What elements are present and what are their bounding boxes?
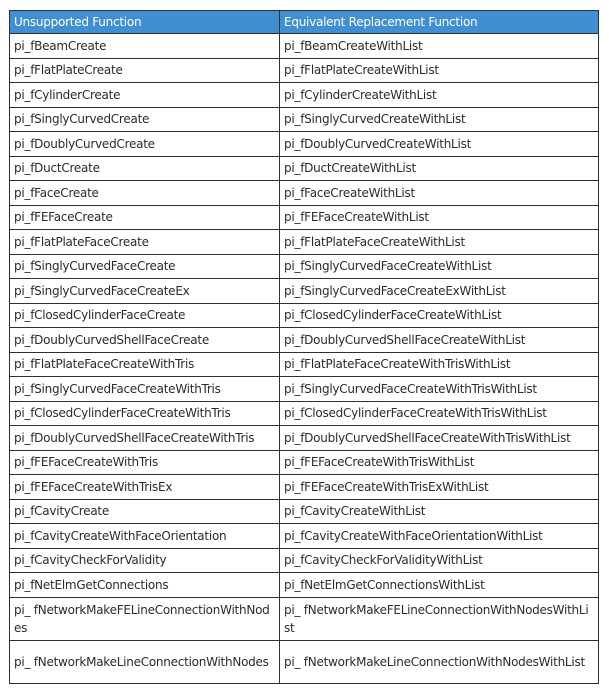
replacement-function-cell: pi_fSinglyCurvedFaceCreateExWithList — [280, 279, 599, 304]
table-row — [10, 426, 599, 451]
table-row — [10, 303, 599, 328]
function-table-container — [9, 10, 598, 684]
table-row — [10, 475, 599, 500]
replacement-function-cell: pi_fDoublyCurvedCreateWithList — [280, 132, 599, 157]
table-row — [10, 156, 599, 181]
table-row — [10, 377, 599, 402]
table-row — [10, 450, 599, 475]
table-row — [10, 205, 599, 230]
replacement-function-cell: pi_fSinglyCurvedFaceCreateWithTrisWithList — [280, 377, 599, 402]
unsupported-function-cell: pi_fFEFaceCreate — [10, 205, 280, 230]
unsupported-function-cell: pi_fSinglyCurvedFaceCreate — [10, 254, 280, 279]
replacement-function-cell: pi_fFlatPlateCreateWithList — [280, 58, 599, 83]
function-replacement-table — [9, 10, 599, 684]
replacement-function-cell: pi_fDoublyCurvedShellFaceCreateWithTrisWithList — [280, 426, 599, 451]
table-row — [10, 132, 599, 157]
unsupported-function-cell: pi_fClosedCylinderFaceCreate — [10, 303, 280, 328]
table-row — [10, 573, 599, 598]
replacement-function-cell: pi_fFlatPlateFaceCreateWithTrisWithList — [280, 352, 599, 377]
unsupported-function-cell: pi_fNetElmGetConnections — [10, 573, 280, 598]
replacement-function-cell: pi_fNetElmGetConnectionsWithList — [280, 573, 599, 598]
table-row — [10, 548, 599, 573]
unsupported-function-cell: pi_fCavityCreateWithFaceOrientation — [10, 524, 280, 549]
unsupported-function-cell: pi_fSinglyCurvedFaceCreateWithTris — [10, 377, 280, 402]
unsupported-function-cell: pi_fCavityCheckForValidity — [10, 548, 280, 573]
table-row — [10, 58, 599, 83]
table-row — [10, 328, 599, 353]
replacement-function-cell: pi_fClosedCylinderFaceCreateWithTrisWithList — [280, 401, 599, 426]
unsupported-function-cell: pi_fFaceCreate — [10, 181, 280, 206]
table-row — [10, 34, 599, 59]
unsupported-function-cell: pi_fFEFaceCreateWithTris — [10, 450, 280, 475]
table-row — [10, 640, 599, 683]
replacement-function-cell: pi_fFEFaceCreateWithTrisWithList — [280, 450, 599, 475]
header-unsupported-function: Unsupported Function — [10, 11, 280, 34]
replacement-function-cell: pi_fSinglyCurvedFaceCreateWithList — [280, 254, 599, 279]
unsupported-function-cell: pi_fClosedCylinderFaceCreateWithTris — [10, 401, 280, 426]
replacement-function-cell: pi_fFaceCreateWithList — [280, 181, 599, 206]
replacement-function-cell: pi_fClosedCylinderFaceCreateWithList — [280, 303, 599, 328]
replacement-function-cell: pi_fDuctCreateWithList — [280, 156, 599, 181]
unsupported-function-cell: pi_fFEFaceCreateWithTrisEx — [10, 475, 280, 500]
table-row — [10, 499, 599, 524]
replacement-function-cell: pi_fFEFaceCreateWithList — [280, 205, 599, 230]
unsupported-function-cell: pi_fSinglyCurvedCreate — [10, 107, 280, 132]
replacement-function-cell: pi_fCavityCreateWithFaceOrientationWithList — [280, 524, 599, 549]
table-row — [10, 107, 599, 132]
unsupported-function-cell: pi_ fNetworkMakeFELineConnectionWithNodes — [10, 597, 280, 640]
replacement-function-cell: pi_fFlatPlateFaceCreateWithList — [280, 230, 599, 255]
unsupported-function-cell: pi_fDoublyCurvedCreate — [10, 132, 280, 157]
unsupported-function-cell: pi_fBeamCreate — [10, 34, 280, 59]
header-equivalent-replacement-function: Equivalent Replacement Function — [280, 11, 599, 34]
unsupported-function-cell: pi_fFlatPlateCreate — [10, 58, 280, 83]
unsupported-function-cell: pi_fCylinderCreate — [10, 83, 280, 108]
table-row — [10, 181, 599, 206]
replacement-function-cell: pi_fCavityCheckForValidityWithList — [280, 548, 599, 573]
table-row — [10, 401, 599, 426]
table-row — [10, 597, 599, 640]
replacement-function-cell: pi_fCavityCreateWithList — [280, 499, 599, 524]
table-row — [10, 279, 599, 304]
unsupported-function-cell: pi_fFlatPlateFaceCreate — [10, 230, 280, 255]
replacement-function-cell: pi_ fNetworkMakeFELineConnectionWithNodesWithList — [280, 597, 599, 640]
unsupported-function-cell: pi_fCavityCreate — [10, 499, 280, 524]
replacement-function-cell: pi_ fNetworkMakeLineConnectionWithNodesWithList — [280, 640, 599, 683]
table-row — [10, 230, 599, 255]
table-row — [10, 254, 599, 279]
replacement-function-cell: pi_fBeamCreateWithList — [280, 34, 599, 59]
unsupported-function-cell: pi_ fNetworkMakeLineConnectionWithNodes — [10, 640, 280, 683]
replacement-function-cell: pi_fSinglyCurvedCreateWithList — [280, 107, 599, 132]
replacement-function-cell: pi_fDoublyCurvedShellFaceCreateWithList — [280, 328, 599, 353]
unsupported-function-cell: pi_fDuctCreate — [10, 156, 280, 181]
replacement-function-cell: pi_fCylinderCreateWithList — [280, 83, 599, 108]
table-row — [10, 352, 599, 377]
table-header-row — [10, 11, 599, 34]
replacement-function-cell: pi_fFEFaceCreateWithTrisExWithList — [280, 475, 599, 500]
table-row — [10, 524, 599, 549]
unsupported-function-cell: pi_fDoublyCurvedShellFaceCreate — [10, 328, 280, 353]
unsupported-function-cell: pi_fFlatPlateFaceCreateWithTris — [10, 352, 280, 377]
unsupported-function-cell: pi_fDoublyCurvedShellFaceCreateWithTris — [10, 426, 280, 451]
table-row — [10, 83, 599, 108]
unsupported-function-cell: pi_fSinglyCurvedFaceCreateEx — [10, 279, 280, 304]
